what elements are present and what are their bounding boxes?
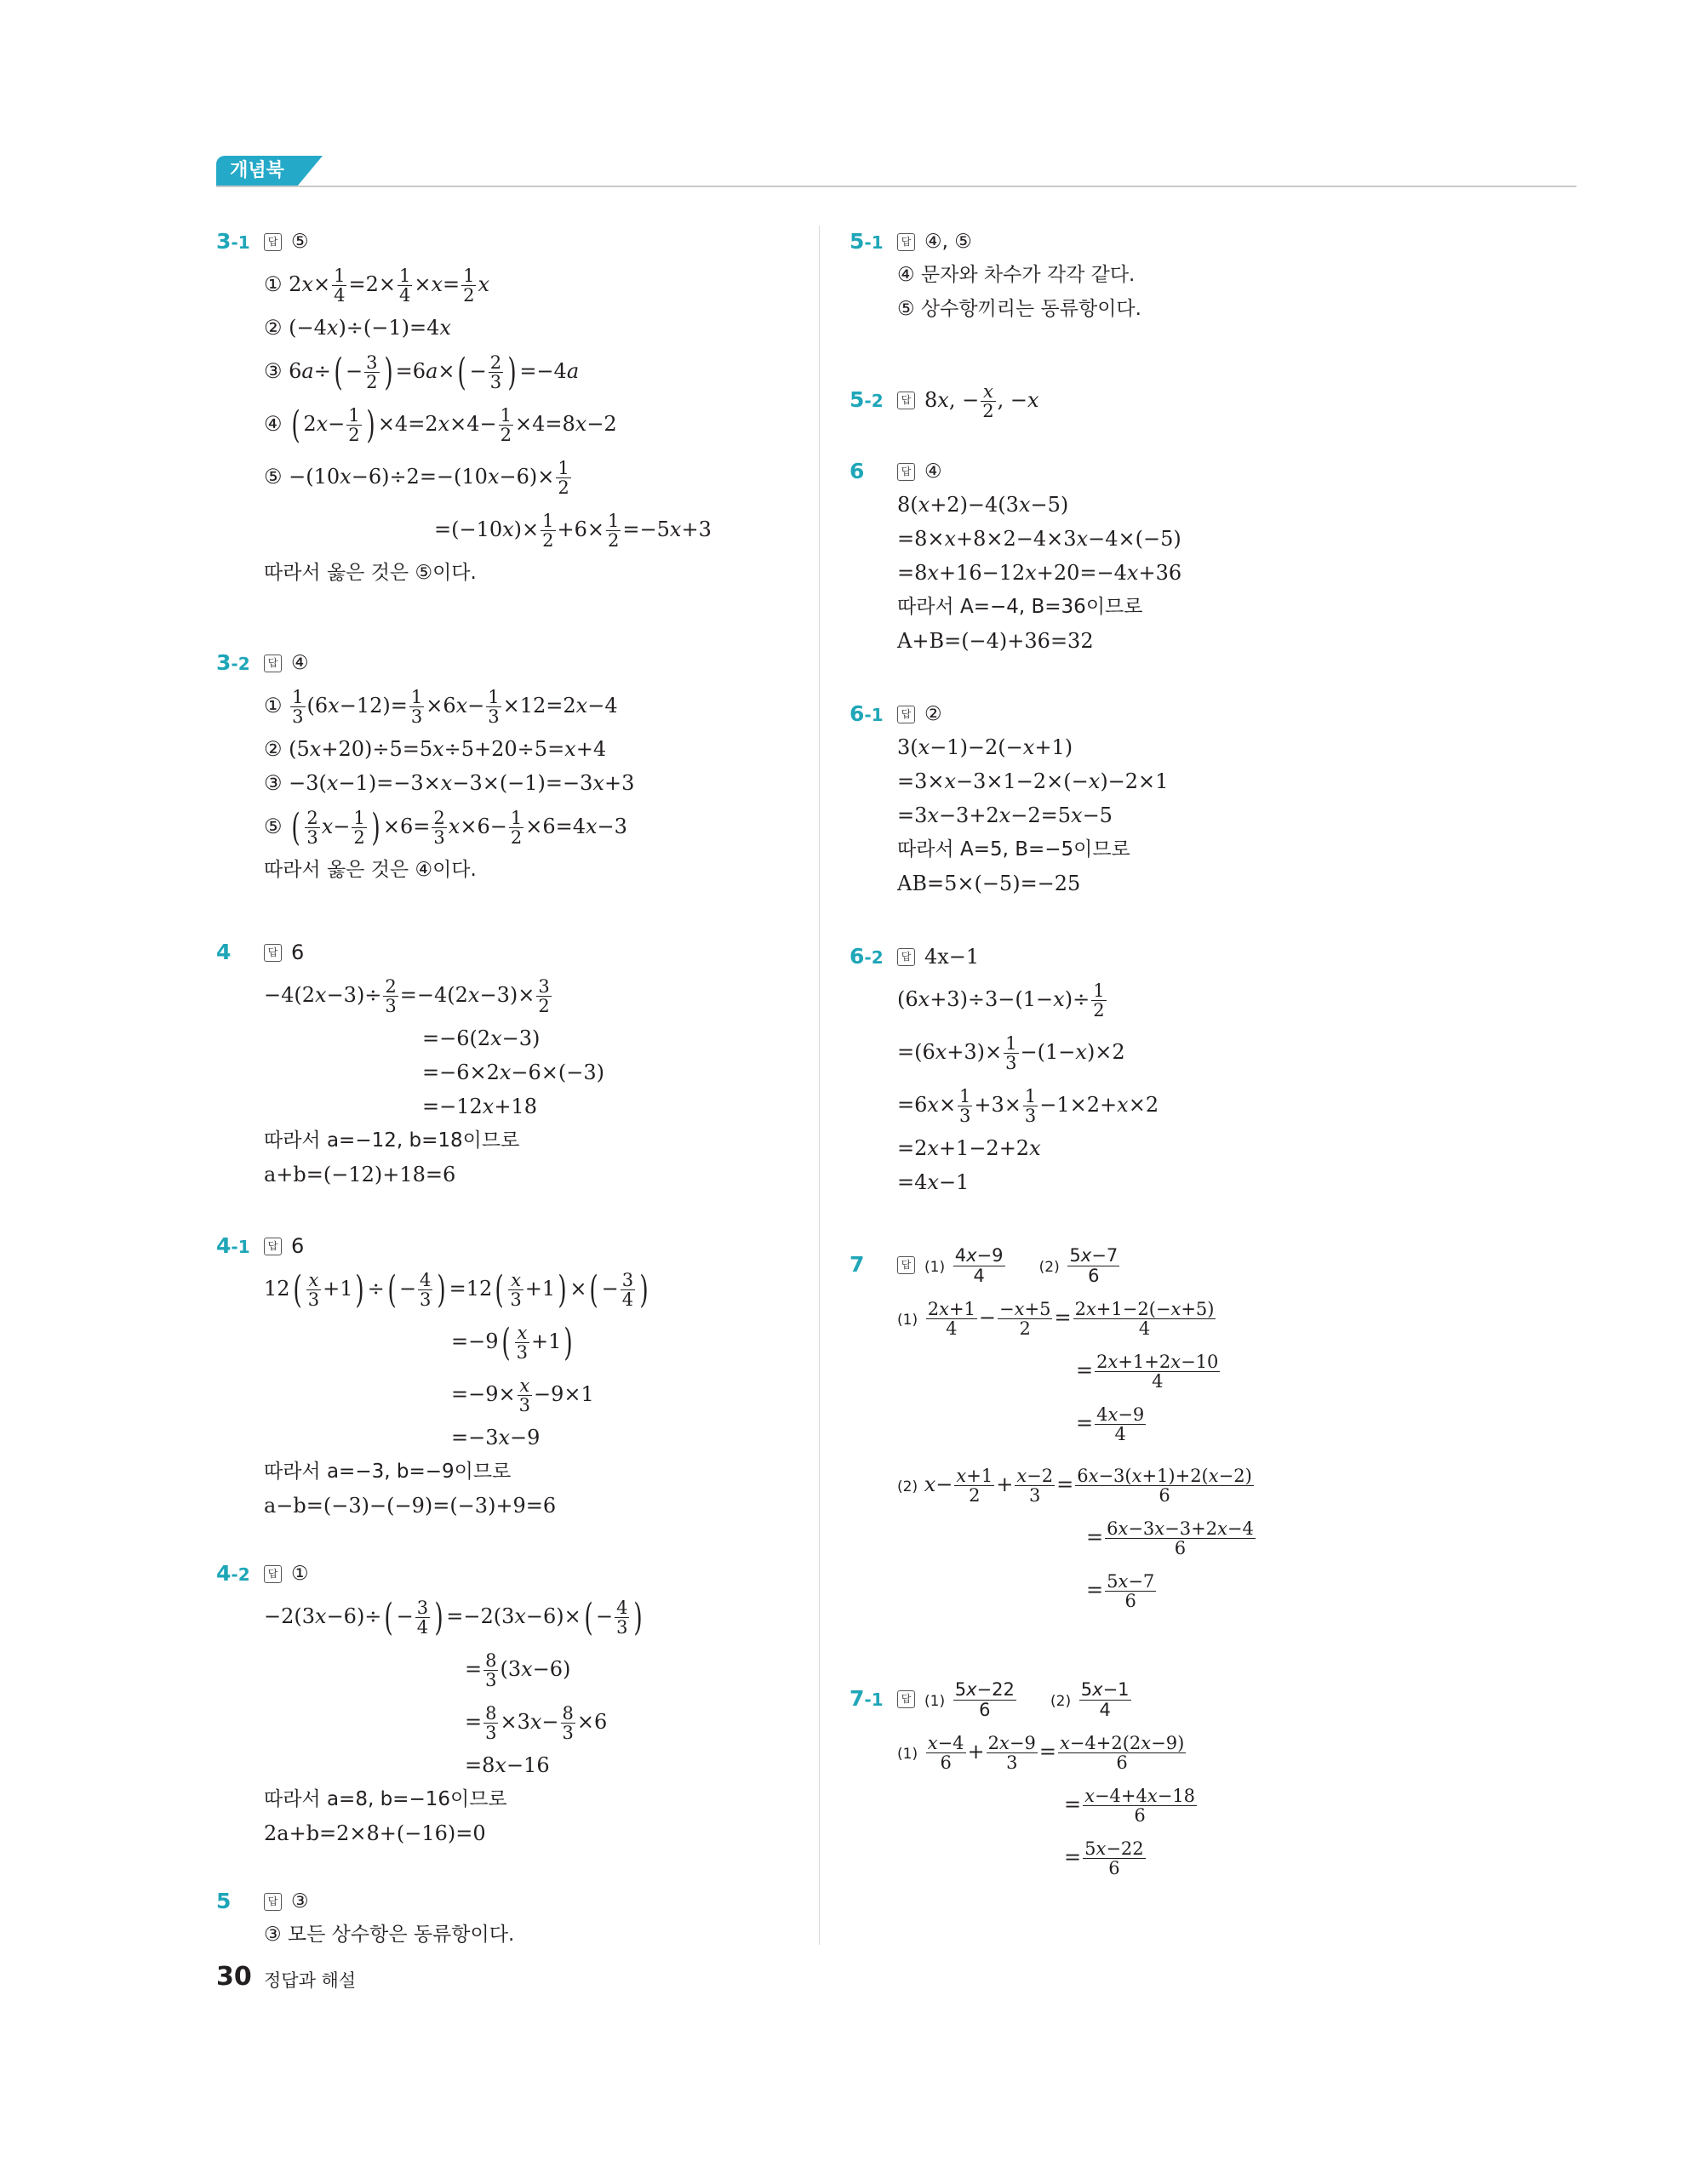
solution-line: =8x+16−12x+20=−4x+36 [897, 561, 1182, 585]
problem-number: 5-1 [850, 229, 884, 254]
solution-line: =8x−16 [465, 1753, 550, 1777]
conclusion-text: 따라서 a=8, b=−16이므로 [264, 1788, 507, 1810]
solution-line: = $\frac{5x-7}{6}$ [1086, 1570, 1155, 1611]
problem-number: 4 [216, 940, 232, 964]
problem-number: 4-1 [216, 1233, 250, 1258]
solution-line: ⑤ −(10x−6)÷2=−(10x−6)× $\frac{1}{2}$ [264, 457, 569, 498]
solution-line: ① 2x× $\frac{1}{4}$ =2× $\frac{1}{4}$ ×x= $\frac{1}{2}$ x [264, 265, 490, 306]
answer-value: ④, ⑤ [924, 231, 972, 253]
answer-mark-icon: 답 [264, 233, 282, 251]
section-tab: 개념북 [216, 156, 298, 186]
problem-number: 3-2 [216, 650, 250, 675]
answer-value: ③ [291, 1890, 309, 1912]
solution-line: =−9( $\frac{x}{3}$ +1) [451, 1320, 574, 1364]
answer-value: (1) $\frac{5x-22}{6}$ (2) $\frac{5x-1}{4}$ [924, 1679, 1130, 1720]
solution-line: ② (5x+20)÷5=5x÷5+20÷5=x+4 [264, 737, 607, 761]
solution-line: 3(x−1)−2(−x+1) [897, 735, 1073, 759]
problem-number: 4-2 [216, 1561, 250, 1586]
problem-3-2 [216, 647, 761, 894]
solution-line: =−6(2x−3) [422, 1026, 541, 1050]
problem-5-2 [850, 374, 1394, 426]
solution-line: =−3x−9 [451, 1426, 541, 1449]
answer-value: ⑤ [291, 231, 309, 253]
solution-line: (6x+3)÷3−(1−x)÷ $\frac{1}{2}$ [897, 980, 1105, 1021]
solution-line: = $\frac{6x-3x-3+2x-4}{6}$ [1086, 1518, 1254, 1558]
final-answer-line: 2a+b=2×8+(−16)=0 [264, 1821, 486, 1845]
answer-mark-icon: 답 [264, 944, 282, 962]
footer-section-title: 정답과 해설 [264, 1970, 357, 1991]
final-answer-line: a−b=(−3)−(−9)=(−3)+9=6 [264, 1494, 557, 1518]
solution-line: =(6x+3)× $\frac{1}{3}$ −(1−x)×2 [897, 1032, 1125, 1073]
solution-line: =2x+1−2+2x [897, 1136, 1041, 1160]
problem-7 [850, 1238, 1394, 1621]
answer-mark-icon: 답 [264, 1893, 282, 1911]
problem-number: 5 [216, 1889, 232, 1913]
answer-mark-icon: 답 [897, 392, 915, 409]
answer-value: ④ [924, 460, 942, 483]
answer-value: 8x, − $\frac{x}{2}$ , −x [924, 380, 1039, 421]
final-answer-line: A+B=(−4)+36=32 [897, 629, 1094, 653]
conclusion-text: 따라서 a=−12, b=18이므로 [264, 1129, 520, 1152]
solution-line: =8×x+8×2−4×3x−4×(−5) [897, 527, 1181, 551]
right-column [850, 226, 1394, 1894]
solution-line: = $\frac{4x-9}{4}$ [1076, 1404, 1145, 1444]
solution-line: ④ ( 2x− $\frac{1}{2}$ ) ×4=2x×4− $\frac{1}{2}$ ×4=8x−2 [264, 403, 617, 447]
answer-value: 4x−1 [924, 945, 980, 969]
problem-number: 5-2 [850, 387, 884, 412]
conclusion-text: 따라서 옳은 것은 ④이다. [264, 859, 477, 881]
problem-6 [850, 455, 1394, 660]
solution-line: −2(3x−6)÷( − $\frac{3}{4}$ ) =−2(3x−6)×( − $\frac{4}{3}$ ) [264, 1595, 644, 1639]
answer-value: 6 [291, 1234, 305, 1258]
solution-line: (1) $\frac{x-4}{6}$ + $\frac{2x-9}{3}$ = $\frac{x-4+2(2x-9)}{6}$ [897, 1732, 1185, 1773]
conclusion-text: 따라서 a=−3, b=−9이므로 [264, 1461, 512, 1483]
final-answer-line: AB=5×(−5)=−25 [897, 872, 1081, 895]
solution-line: =−12x+18 [422, 1095, 537, 1118]
problem-number: 6-2 [850, 944, 884, 969]
answer-mark-icon: 답 [897, 706, 915, 723]
left-column [216, 226, 761, 1953]
problem-7-1 [850, 1672, 1394, 1894]
solution-line: ⑤ 상수항끼리는 동류항이다. [897, 298, 1141, 320]
solution-line: =4x−1 [897, 1170, 970, 1194]
solution-line: (2) x− $\frac{x+1}{2}$ + $\frac{x-2}{3}$ = $\frac{6x-3(x+1)+2(x-2)}{6}$ [897, 1465, 1252, 1506]
solution-line: ① $\frac{1}{3}$ (6x−12)= $\frac{1}{3}$ ×6x− $\frac{1}{3}$ ×12=2x−4 [264, 686, 618, 727]
problem-6-1 [850, 698, 1394, 902]
solution-line: (1) $\frac{2x+1}{4}$ − $\frac{-x+5}{2}$ = $\frac{2x+1-2(-x+5)}{4}$ [897, 1298, 1215, 1339]
problem-3-1 [216, 226, 761, 584]
problem-number: 7 [850, 1252, 865, 1277]
answer-value: ② [924, 703, 942, 725]
solution-line: 8(x+2)−4(3x−5) [897, 493, 1069, 517]
answer-mark-icon: 답 [264, 1565, 282, 1583]
answer-mark-icon: 답 [897, 948, 915, 966]
conclusion-text: 따라서 옳은 것은 ⑤이다. [264, 562, 477, 584]
answer-mark-icon: 답 [897, 233, 915, 251]
problem-number: 6 [850, 459, 865, 483]
solution-line: ⑤ ( $\frac{2}{3}$ x− $\frac{1}{2}$ ) ×6= $\frac{2}{3}$ x×6− $\frac{1}{2}$ ×6=4x−3 [264, 805, 627, 849]
answer-mark-icon: 답 [264, 1238, 282, 1255]
conclusion-text: 따라서 A=5, B=−5이므로 [897, 838, 1130, 860]
final-answer-line: a+b=(−12)+18=6 [264, 1163, 456, 1186]
answer-value: ① [291, 1563, 309, 1585]
solution-line: =6x× $\frac{1}{3}$ +3× $\frac{1}{3}$ −1×2+x×2 [897, 1085, 1159, 1126]
column-divider [819, 226, 820, 1945]
answer-value: (1) $\frac{4x-9}{4}$ (2) $\frac{5x-7}{6}$ [924, 1245, 1118, 1286]
answer-mark-icon: 답 [897, 1256, 915, 1274]
solution-line: = $\frac{8}{3}$ (3x−6) [465, 1649, 571, 1690]
problem-4 [216, 936, 761, 1187]
problem-4-2 [216, 1558, 761, 1843]
section-tab-tail [297, 156, 323, 186]
problem-4-1 [216, 1230, 761, 1518]
page-number: 30 [216, 1962, 252, 1992]
problem-number: 6-1 [850, 701, 884, 726]
solution-line: ② (−4x)÷(−1)=4x [264, 316, 451, 340]
problem-5-1 [850, 226, 1394, 328]
solution-line: −4(2x−3)÷ $\frac{2}{3}$ =−4(2x−3)× $\frac{3}{2}$ [264, 975, 550, 1016]
solution-line: =3x−3+2x−2=5x−5 [897, 803, 1113, 827]
problem-6-2 [850, 940, 1394, 1196]
solution-line: = $\frac{x-4+4x-18}{6}$ [1064, 1785, 1196, 1826]
solution-line: =(−10x)× $\frac{1}{2}$ +6× $\frac{1}{2}$ =−5x+3 [434, 510, 712, 551]
solution-line: = $\frac{8}{3}$ ×3x− $\frac{8}{3}$ ×6 [465, 1702, 608, 1743]
problem-number: 7-1 [850, 1686, 884, 1711]
problem-number: 3-1 [216, 229, 250, 254]
answer-value: 6 [291, 940, 305, 964]
answer-value: ④ [291, 652, 309, 674]
problem-5 [216, 1885, 761, 1953]
solution-line: =3×x−3×1−2×(−x)−2×1 [897, 769, 1169, 793]
answer-mark-icon: 답 [264, 655, 282, 672]
header-rule [216, 186, 1576, 187]
answer-mark-icon: 답 [897, 463, 915, 481]
answer-mark-icon: 답 [897, 1690, 915, 1708]
solution-line: =−9× $\frac{x}{3}$ −9×1 [451, 1375, 594, 1415]
solution-line: = $\frac{5x-22}{6}$ [1064, 1838, 1144, 1878]
solution-line: ③ 6a÷( − $\frac{3}{2}$ ) =6a×( − $\frac{2}{3}$ ) =−4a [264, 350, 580, 394]
solution-line: = $\frac{2x+1+2x-10}{4}$ [1076, 1351, 1219, 1392]
solution-line: ③ 모든 상수항은 동류항이다. [264, 1924, 515, 1946]
solution-line: 12( $\frac{x}{3}$ +1) ÷( − $\frac{4}{3}$ ) =12( $\frac{x}{3}$ +1) ×( − $\frac{3}{4}$ ) [264, 1267, 649, 1312]
solution-line: ④ 문자와 차수가 각각 같다. [897, 264, 1136, 286]
solution-line: =−6×2x−6×(−3) [422, 1061, 605, 1084]
conclusion-text: 따라서 A=−4, B=36이므로 [897, 596, 1143, 618]
solution-line: ③ −3(x−1)=−3×x−3×(−1)=−3x+3 [264, 771, 635, 795]
